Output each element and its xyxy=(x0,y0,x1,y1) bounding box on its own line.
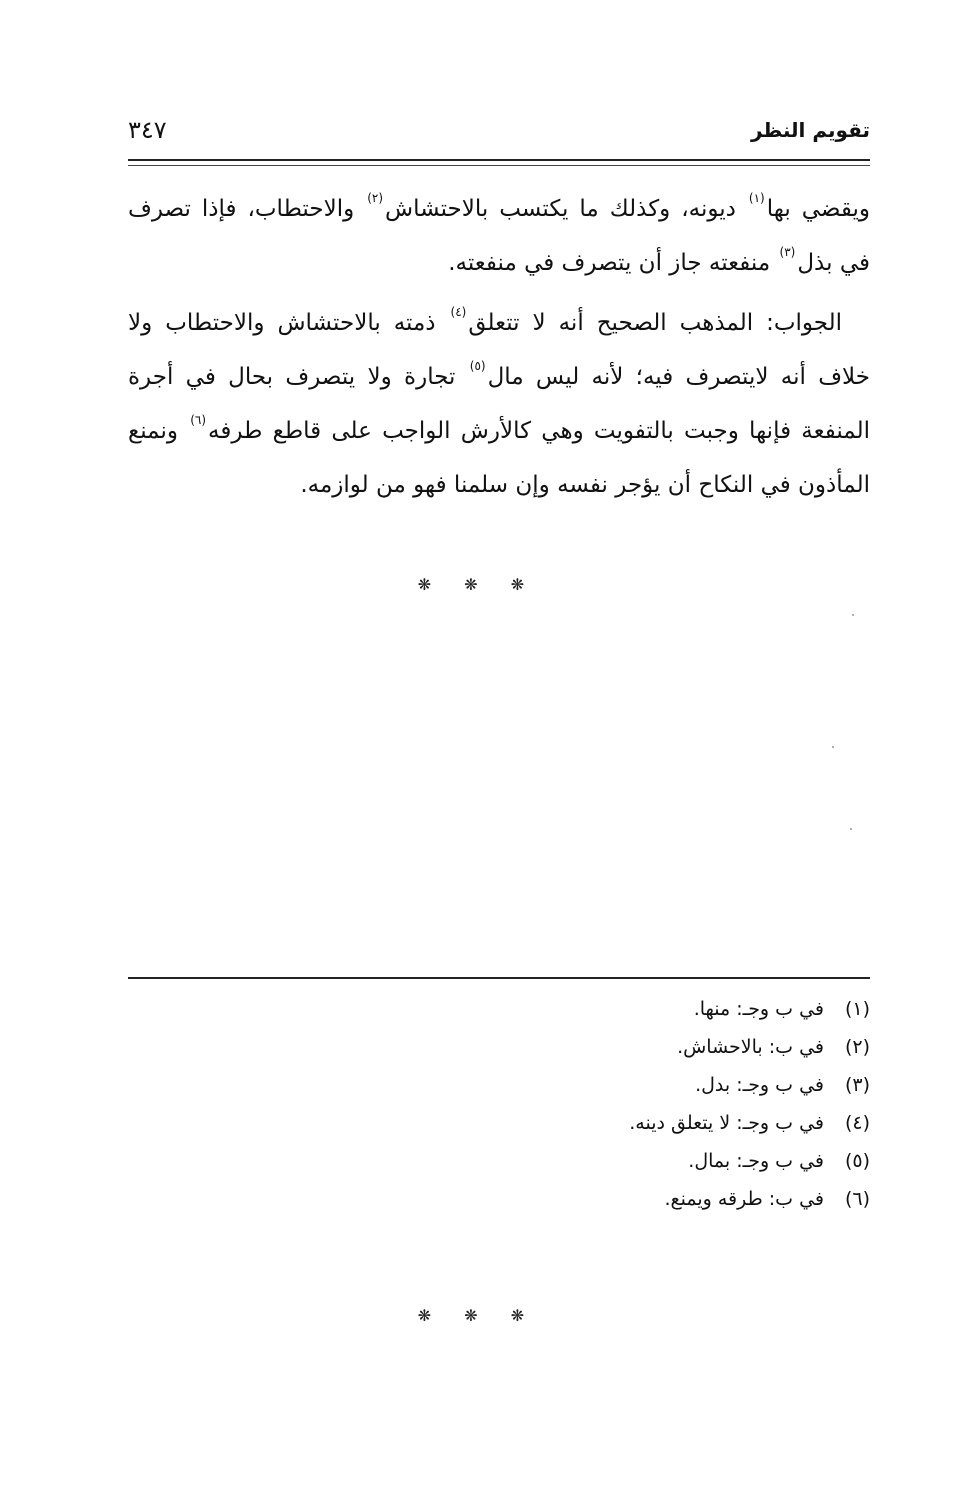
footnote-number: (٣) xyxy=(844,1074,870,1096)
page-header xyxy=(128,116,870,156)
footnote-number: (١) xyxy=(844,998,870,1020)
footnote-item xyxy=(128,1104,870,1142)
scan-speck xyxy=(852,614,854,616)
footnote-marker-6: (٦) xyxy=(190,413,207,427)
header-rule-secondary xyxy=(128,165,870,166)
footnote-item xyxy=(128,1180,870,1218)
footnote-number: (٤) xyxy=(844,1112,870,1134)
footnote-text: في ب وجـ: منها. xyxy=(693,998,824,1020)
header-rule xyxy=(128,159,870,161)
footnote-number: (٦) xyxy=(844,1188,870,1210)
page-end-separator: ❋ ❋ ❋ xyxy=(417,1306,539,1325)
footnote-marker-2: (٢) xyxy=(367,191,384,205)
footnote-marker-1: (١) xyxy=(748,191,765,205)
text-span: ويقضي بها xyxy=(766,196,870,222)
footnote-item xyxy=(128,1142,870,1180)
running-title: تقويم النظر xyxy=(750,118,870,142)
footnote-text: في ب وجـ: بدل. xyxy=(695,1074,824,1096)
footnote-marker-4: (٤) xyxy=(450,305,467,319)
footnote-item xyxy=(128,1028,870,1066)
paragraph-2 xyxy=(128,296,870,512)
scan-speck xyxy=(832,746,834,748)
text-span: ونمنع المأذون في النكاح أن يؤجر نفسه وإن سلمنا فهو من لوازمه. xyxy=(128,418,870,498)
text-span: منفعته جاز أن يتصرف في منفعته. xyxy=(448,250,778,276)
footnote-rule xyxy=(128,977,870,979)
footnote-text: في ب: بالاحشاش. xyxy=(677,1036,824,1058)
footnote-marker-3: (٣) xyxy=(779,245,796,259)
footnote-text: في ب وجـ: لا يتعلق دينه. xyxy=(629,1112,824,1134)
text-span: الجواب: المذهب الصحيح أنه لا تتعلق xyxy=(468,310,842,336)
footnote-number: (٥) xyxy=(844,1150,870,1172)
text-span: ذمته بالاحتشاش والاحتطاب ولا خلاف أنه لايتصرف فيه؛ لأنه ليس مال xyxy=(128,310,870,390)
footnotes-list xyxy=(128,990,870,1218)
page-number: ٣٤٧ xyxy=(128,116,167,144)
text-span: تجارة ولا يتصرف بحال في أجرة المنفعة فإنها وجبت بالتفويت وهي كالأرش الواجب على قاطع طرفه xyxy=(128,364,870,444)
footnote-text: في ب: طرقه ويمنع. xyxy=(664,1188,824,1210)
section-separator: ❋ ❋ ❋ xyxy=(417,575,539,594)
footnote-number: (٢) xyxy=(844,1036,870,1058)
footnote-item xyxy=(128,990,870,1028)
main-text xyxy=(128,182,870,518)
text-span: ديونه، وكذلك ما يكتسب بالاحتشاش xyxy=(385,196,747,222)
footnote-text: في ب وجـ: بمال. xyxy=(688,1150,824,1172)
text-span: والاحتطاب، فإذا تصرف في بذل xyxy=(128,196,870,276)
paragraph-1 xyxy=(128,182,870,290)
footnote-item xyxy=(128,1066,870,1104)
scan-speck xyxy=(850,828,852,830)
footnote-marker-5: (٥) xyxy=(469,359,486,373)
